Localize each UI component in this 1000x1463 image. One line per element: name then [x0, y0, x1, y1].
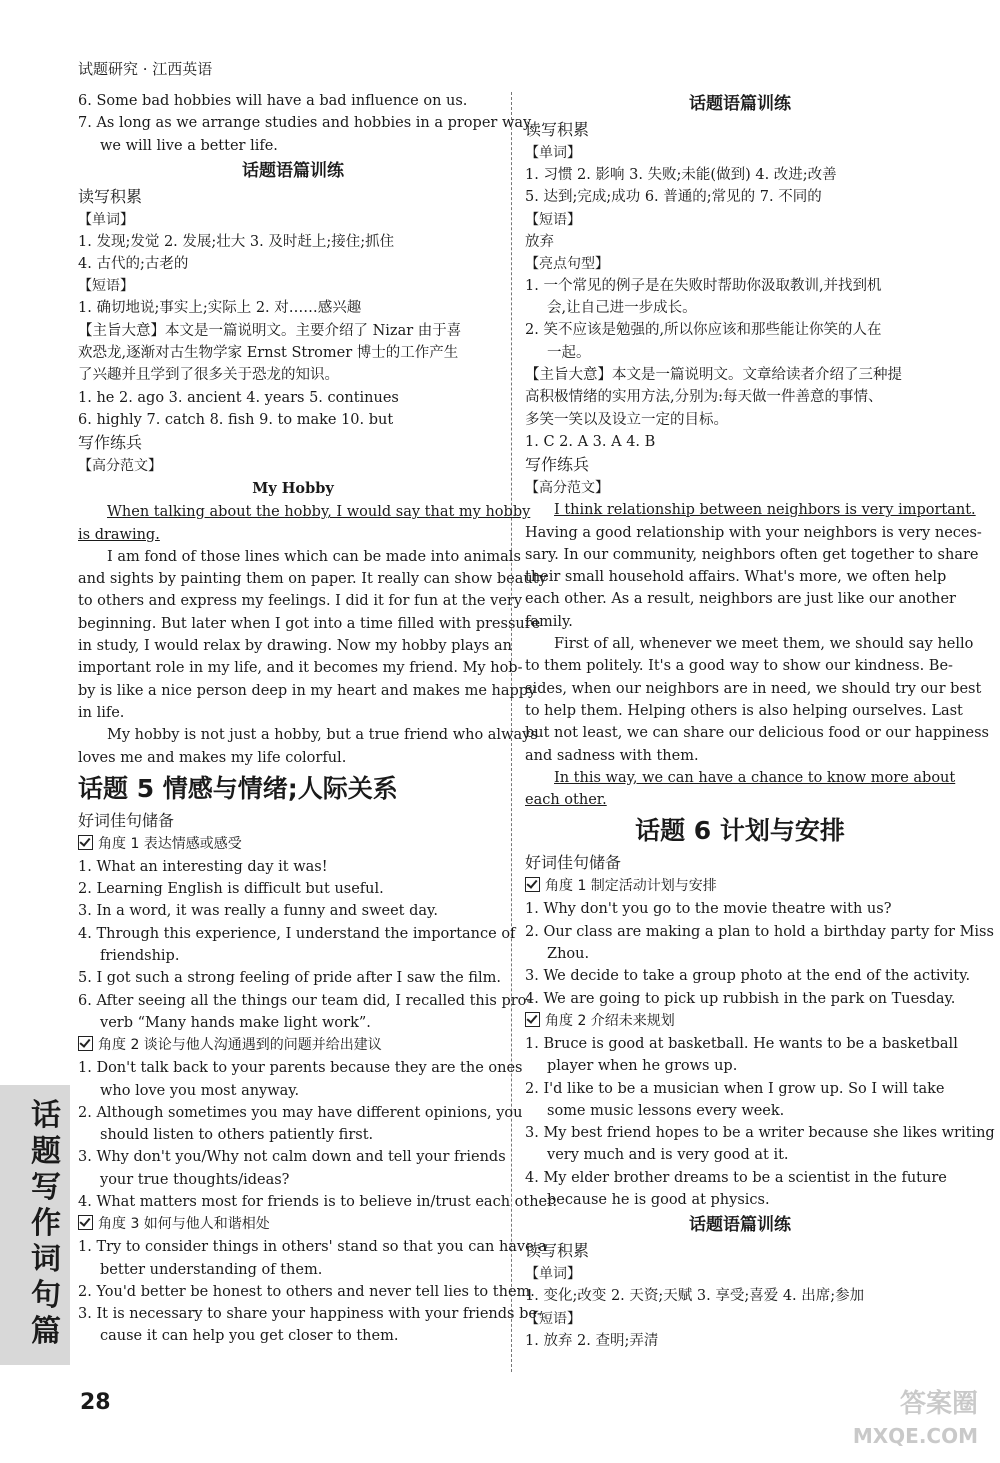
essay-line: family.	[525, 613, 573, 630]
sentence-line: 2. You'd better be honest to others and never tell lies to them.	[78, 1283, 535, 1300]
sentence-line: your true thoughts/ideas?	[100, 1171, 290, 1188]
essay-line: in study, I would relax by drawing. Now my hobby plays an	[78, 638, 512, 655]
section-title: 话题语篇训练	[689, 94, 791, 114]
sentence-line: 4. What matters most for friends is to believe in/trust each other.	[78, 1193, 558, 1210]
bracket-label: 【短语】	[525, 211, 581, 228]
sentence-line: 2. I'd like to be a musician when I grow up. So I will take	[525, 1080, 945, 1097]
essay-line: in life.	[78, 704, 125, 721]
sentence-line: 4. My elder brother dreams to be a scientist in the future	[525, 1169, 947, 1186]
text-line: 1. 一个常见的例子是在失败时帮助你汲取教训,并找到机	[525, 277, 882, 294]
essay-line: to them politely. It's a good way to show our kindness. Be-	[525, 658, 953, 675]
running-header: 试题研究 · 江西英语	[78, 60, 213, 78]
sentence-line: 5. I got such a strong feeling of pride after I saw the film.	[78, 970, 501, 987]
text-line: 了兴趣并且学到了很多关于恐龙的知识。	[78, 367, 339, 384]
subheading: 读写积累	[525, 1241, 590, 1261]
essay-line: Having a good relationship with your neighbors is very neces-	[525, 524, 982, 541]
essay-line: sides, when our neighbors are in need, we should try our best	[525, 680, 982, 697]
text-line: 1. 发现;发觉 2. 发展;壮大 3. 及时赶上;接住;抓住	[78, 233, 395, 250]
subheading: 好词佳句储备	[525, 853, 622, 873]
sentence-line: 3. In a word, it was really a funny and sweet day.	[78, 903, 438, 920]
essay-line: their small household affairs. What's more, we often help	[525, 569, 947, 586]
check-icon	[525, 1012, 540, 1027]
answer-line: 6. highly 7. catch 8. fish 9. to make 10. but	[78, 411, 394, 428]
text-line: 5. 达到;完成;成功 6. 普通的;常见的 7. 不同的	[525, 189, 822, 206]
sentence-line: player when he grows up.	[547, 1058, 738, 1075]
sentence-line: should listen to others patiently first.	[100, 1127, 374, 1144]
bracket-label: 【短语】	[78, 278, 134, 295]
subheading: 好词佳句储备	[78, 810, 175, 830]
essay-line: First of all, whenever we meet them, we should say hello	[554, 636, 974, 653]
check-icon	[525, 877, 540, 892]
text-line: 1. 变化;改变 2. 天资;天赋 3. 享受;喜爱 4. 出席;参加	[525, 1288, 865, 1305]
angle-label: 角度 1 表达情感或感受	[98, 835, 242, 852]
text-line: we will live a better life.	[100, 137, 278, 154]
essay-line: to help them. Helping others is also helping ourselves. Last	[525, 702, 963, 719]
angle-label: 角度 2 介绍未来规划	[545, 1012, 675, 1029]
sentence-line: some music lessons every week.	[547, 1102, 785, 1119]
essay-line: When talking about the hobby, I would say that my hobby	[107, 504, 531, 521]
sentence-line: 3. My best friend hopes to be a writer because she likes writing	[525, 1125, 995, 1142]
check-icon	[78, 835, 93, 850]
section-title: 话题语篇训练	[242, 160, 344, 181]
subheading: 读写积累	[78, 186, 143, 206]
watermark	[853, 1388, 978, 1452]
angle-label: 角度 3 如何与他人和谐相处	[98, 1216, 270, 1233]
watermark-line: MXQE.COM	[852, 1424, 978, 1448]
page-number: 28	[80, 1390, 111, 1415]
sentence-line: 2. Learning English is difficult but useful.	[78, 881, 384, 898]
text-line: 放弃	[525, 233, 554, 250]
bracket-label: 【单词】	[525, 1266, 581, 1283]
subheading: 读写积累	[525, 120, 590, 139]
essay-line: to others and express my feelings. I did it for fun at the very	[78, 593, 523, 610]
essay-line: and sights by painting them on paper. It really can show beauty	[78, 571, 547, 588]
topic-heading: 话题 5 情感与情绪;人际关系	[78, 773, 398, 803]
text-line: 欢恐龙,逐渐对古生物学家 Ernst Stromer 博士的工作产生	[78, 345, 459, 362]
sentence-line: 1. Try to consider things in others' stand so that you can have a	[78, 1239, 547, 1256]
text-line: 【主旨大意】本文是一篇说明文。主要介绍了 Nizar 由于喜	[78, 322, 462, 339]
sentence-line: 3. It is necessary to share your happiness with your friends be-	[78, 1306, 542, 1323]
bracket-label: 【高分范文】	[525, 480, 609, 497]
sentence-line: 1. Bruce is good at basketball. He wants to be a basketball	[525, 1035, 958, 1052]
sentence-line: friendship.	[100, 948, 180, 965]
essay-line: by is like a nice person deep in my heart and makes me happy	[78, 682, 537, 699]
text-line: 会,让自己进一步成长。	[547, 300, 697, 317]
text-line: 高积极情绪的实用方法,分别为:每天做一件善意的事情、	[525, 389, 883, 406]
essay-line: sary. In our community, neighbors often get together to share	[525, 546, 979, 563]
watermark-line: 答案圈	[899, 1389, 978, 1419]
sentence-line: 3. We decide to take a group photo at the end of the activity.	[525, 968, 971, 985]
text-line: 【主旨大意】本文是一篇说明文。文章给读者介绍了三种提	[525, 367, 902, 384]
topic-heading: 话题 6 计划与安排	[635, 816, 845, 846]
sentence-line: 2. Our class are making a plan to hold a birthday party for Miss	[525, 923, 994, 940]
essay-line: I am fond of those lines which can be made into animals	[107, 548, 521, 565]
text-line: 6. Some bad hobbies will have a bad influence on us.	[78, 93, 468, 109]
sentence-line: 1. Don't talk back to your parents because they are the ones	[78, 1060, 523, 1077]
essay-line: beginning. But later when I got into a time filled with pressure	[78, 615, 541, 632]
angle-label: 角度 2 谈论与他人沟通遇到的问题并给出建议	[98, 1037, 382, 1054]
essay-line: and sadness with them.	[525, 747, 699, 764]
sentence-line: verb “Many hands make light work”.	[100, 1014, 371, 1031]
section-title: 话题语篇训练	[689, 1215, 791, 1236]
essay-line: is drawing.	[78, 526, 160, 543]
bracket-label: 【单词】	[78, 211, 134, 228]
text-line: 一起。	[547, 344, 591, 361]
essay-line: In this way, we can have a chance to know more about	[554, 769, 956, 786]
text-line: 4. 古代的;古老的	[78, 256, 189, 273]
essay-title: My Hobby	[252, 480, 334, 498]
bracket-label: 【高分范文】	[78, 458, 162, 475]
sentence-line: 4. We are going to pick up rubbish in the park on Tuesday.	[525, 990, 956, 1007]
essay-line: My hobby is not just a hobby, but a true friend who always	[107, 727, 538, 744]
text-line: 2. 笑不应该是勉强的,所以你应该和那些能让你笑的人在	[525, 322, 882, 339]
angle-label: 角度 1 制定活动计划与安排	[545, 878, 717, 895]
check-icon	[78, 1036, 93, 1051]
sentence-line: 2. Although sometimes you may have different opinions, you	[78, 1104, 523, 1121]
bracket-label: 【短语】	[525, 1310, 581, 1327]
text-line: 1. 确切地说;事实上;实际上 2. 对……感兴趣	[78, 300, 362, 317]
sentence-line: 4. Through this experience, I understand the importance of	[78, 925, 516, 942]
angle-heading	[525, 875, 955, 898]
angle-heading	[78, 833, 508, 856]
sentence-line: 1. Why don't you go to the movie theatre with us?	[525, 901, 892, 918]
answer-line: 1. C 2. A 3. A 4. B	[525, 433, 656, 450]
side-tab-label: 话题写作词句篇	[31, 1098, 61, 1349]
angle-heading	[525, 1010, 955, 1033]
sentence-line: because he is good at physics.	[547, 1191, 770, 1208]
subheading: 写作练兵	[78, 433, 143, 453]
check-icon	[78, 1215, 93, 1230]
essay-line: loves me and makes my life colorful.	[78, 749, 347, 766]
text-line: 多笑一笑以及设立一定的目标。	[525, 411, 728, 428]
essay-line: I think relationship between neighbors is very important.	[554, 502, 976, 519]
answer-line: 1. he 2. ago 3. ancient 4. years 5. continues	[78, 389, 399, 406]
angle-heading	[78, 1034, 508, 1057]
sentence-line: 6. After seeing all the things our team did, I recalled this pro-	[78, 992, 532, 1009]
sentence-line: 3. Why don't you/Why not calm down and tell your friends	[78, 1149, 506, 1166]
essay-line: important role in my life, and it becomes my friend. My hob-	[78, 660, 523, 677]
text-line: 1. 放弃 2. 查明;弄清	[525, 1332, 659, 1349]
text-line: 7. As long as we arrange studies and hobbies in a proper way,	[78, 115, 534, 132]
sentence-line: cause it can help you get closer to them.	[100, 1328, 399, 1345]
angle-heading	[78, 1213, 508, 1236]
subheading: 写作练兵	[525, 455, 590, 475]
essay-line: but not least, we can share our delicious food or our happiness	[525, 725, 989, 742]
sentence-line: Zhou.	[547, 946, 590, 963]
sentence-line: very much and is very good at it.	[547, 1147, 789, 1164]
sentence-line: 1. What an interesting day it was!	[78, 858, 328, 875]
sentence-line: who love you most anyway.	[100, 1082, 300, 1099]
right-column	[525, 90, 995, 1352]
essay-line: each other. As a result, neighbors are just like our another	[525, 591, 956, 608]
bracket-label: 【亮点句型】	[525, 255, 609, 272]
essay-line: each other.	[525, 792, 607, 809]
sentence-line: better understanding of them.	[100, 1261, 323, 1278]
text-line: 1. 习惯 2. 影响 3. 失败;未能(做到) 4. 改进;改善	[525, 167, 837, 183]
bracket-label: 【单词】	[525, 145, 581, 161]
